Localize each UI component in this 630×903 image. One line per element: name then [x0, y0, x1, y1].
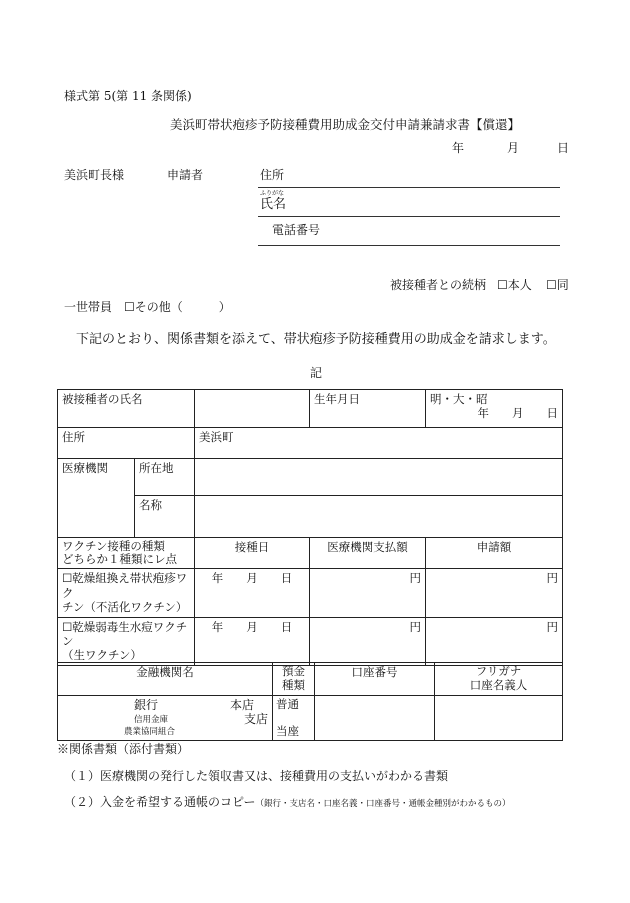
vaccine-1-line1: ☐乾燥組換え帯状疱疹ワク [62, 571, 188, 600]
deposit-type-header [273, 663, 315, 696]
form-title: 美浜町帯状疱疹予防接種費用助成金交付申請兼請求書【償還】 [170, 117, 521, 132]
account-number-input[interactable] [315, 696, 435, 741]
holder-input[interactable] [435, 696, 563, 741]
applicant-label: 申請者 [167, 168, 204, 182]
vaccine-2-claim[interactable]: 円 [426, 617, 563, 665]
address-underline[interactable] [258, 187, 560, 188]
era-options[interactable]: 明・大・昭 [430, 392, 488, 406]
phone-underline[interactable] [258, 245, 560, 246]
vaccine-1-date[interactable]: 年 月 日 [195, 569, 310, 617]
vaccine-type-header [58, 538, 195, 569]
name-ruby: ふりがな [260, 190, 285, 197]
branch-label: 支店 [244, 712, 269, 726]
form-number: 様式第 5(第 11 条関係) [64, 89, 192, 103]
vaccination-date-header: 接種日 [195, 538, 310, 569]
phone-label: 電話番号 [272, 223, 321, 237]
vaccine-type-label2: どちらか１種類にレ点 [62, 552, 177, 567]
birth-ymd: 年 月 日 [477, 406, 558, 421]
deposit-label2: 種類 [282, 677, 305, 692]
deposit-type-input[interactable] [273, 696, 315, 741]
claim-header: 申請額 [426, 538, 563, 569]
current-label[interactable]: 当座 [276, 724, 299, 738]
date-year-label: 年 [452, 141, 465, 155]
relationship-label: 被接種者との続柄 [390, 278, 487, 292]
patient-name-input[interactable] [195, 390, 310, 428]
vaccine-2-payment[interactable]: 円 [310, 617, 426, 665]
medical-name-label: 名称 [135, 496, 195, 538]
holder-header [435, 663, 563, 696]
birthdate-input[interactable] [426, 390, 563, 428]
relationship-same-checkbox[interactable]: ☐同 [546, 278, 569, 292]
bank-label: 銀行 [134, 698, 159, 712]
furigana-label: フリガナ [475, 664, 522, 678]
holder-label: 口座名義人 [469, 677, 528, 692]
agri-coop-label: 農業協同組合 [124, 727, 176, 737]
date-month-label: 月 [507, 141, 520, 155]
attachment-item-2-main: （２）入金を希望する通帳のコピー [64, 795, 256, 809]
vaccine-type-label1: ワクチン接種の種類 [62, 539, 165, 553]
bank-table [57, 662, 563, 741]
vaccine-option-recombinant[interactable] [58, 569, 195, 617]
medical-name-input[interactable] [195, 496, 563, 538]
relationship-line2[interactable]: 一世帯員 ☐その他（ ） [64, 300, 231, 314]
credit-union-label: 信用金庫 [134, 715, 169, 725]
address-row-label: 住所 [58, 428, 195, 459]
ki-marker: 記 [310, 366, 323, 380]
vaccine-1-claim[interactable]: 円 [426, 569, 563, 617]
attachment-item-1: （１）医療機関の発行した領収書又は、接種費用の支払いがわかる書類 [64, 769, 449, 783]
medical-institution-label: 医療機関 [58, 459, 135, 538]
birthdate-label: 生年月日 [310, 390, 426, 428]
request-statement: 下記のとおり、関係書類を添えて、帯状疱疹予防接種費用の助成金を請求します。 [76, 332, 556, 347]
attachment-item-2 [64, 795, 511, 809]
name-underline[interactable] [258, 216, 560, 217]
attachment-item-2-note: （銀行・支店名・口座名義・口座番号・通帳金種別がわかるもの） [255, 799, 511, 809]
relationship-self-checkbox[interactable]: ☐本人 [497, 278, 532, 292]
patient-name-label: 被接種者の氏名 [58, 390, 195, 428]
deposit-label1: 預金 [282, 664, 305, 678]
payment-header: 医療機関支払額 [310, 538, 426, 569]
vaccine-2-line2: （生ワクチン） [62, 648, 142, 663]
vaccine-2-line1: ☐乾燥弱毒生水痘ワクチン [62, 619, 188, 648]
name-label [260, 190, 287, 213]
vaccine-1-line2: チン（不活化ワクチン） [62, 600, 188, 615]
institution-header: 金融機関名 [58, 663, 273, 696]
address-row-value[interactable]: 美浜町 [195, 428, 563, 459]
institution-input[interactable] [58, 696, 273, 741]
vaccine-2-date[interactable]: 年 月 日 [195, 617, 310, 665]
vaccine-option-live[interactable] [58, 617, 195, 665]
recipient-label: 美浜町長様 [64, 168, 125, 182]
address-label: 住所 [260, 168, 285, 182]
head-office-label: 本店 [230, 698, 255, 712]
attachments-heading: ※関係書類（添付書類） [57, 742, 190, 756]
account-number-header: 口座番号 [315, 663, 435, 696]
location-input[interactable] [195, 459, 563, 496]
main-table [57, 389, 563, 666]
ordinary-label[interactable]: 普通 [276, 697, 299, 711]
vaccine-1-payment[interactable]: 円 [310, 569, 426, 617]
name-text: 氏名 [260, 197, 287, 212]
date-day-label: 日 [557, 141, 570, 155]
location-label: 所在地 [135, 459, 195, 496]
